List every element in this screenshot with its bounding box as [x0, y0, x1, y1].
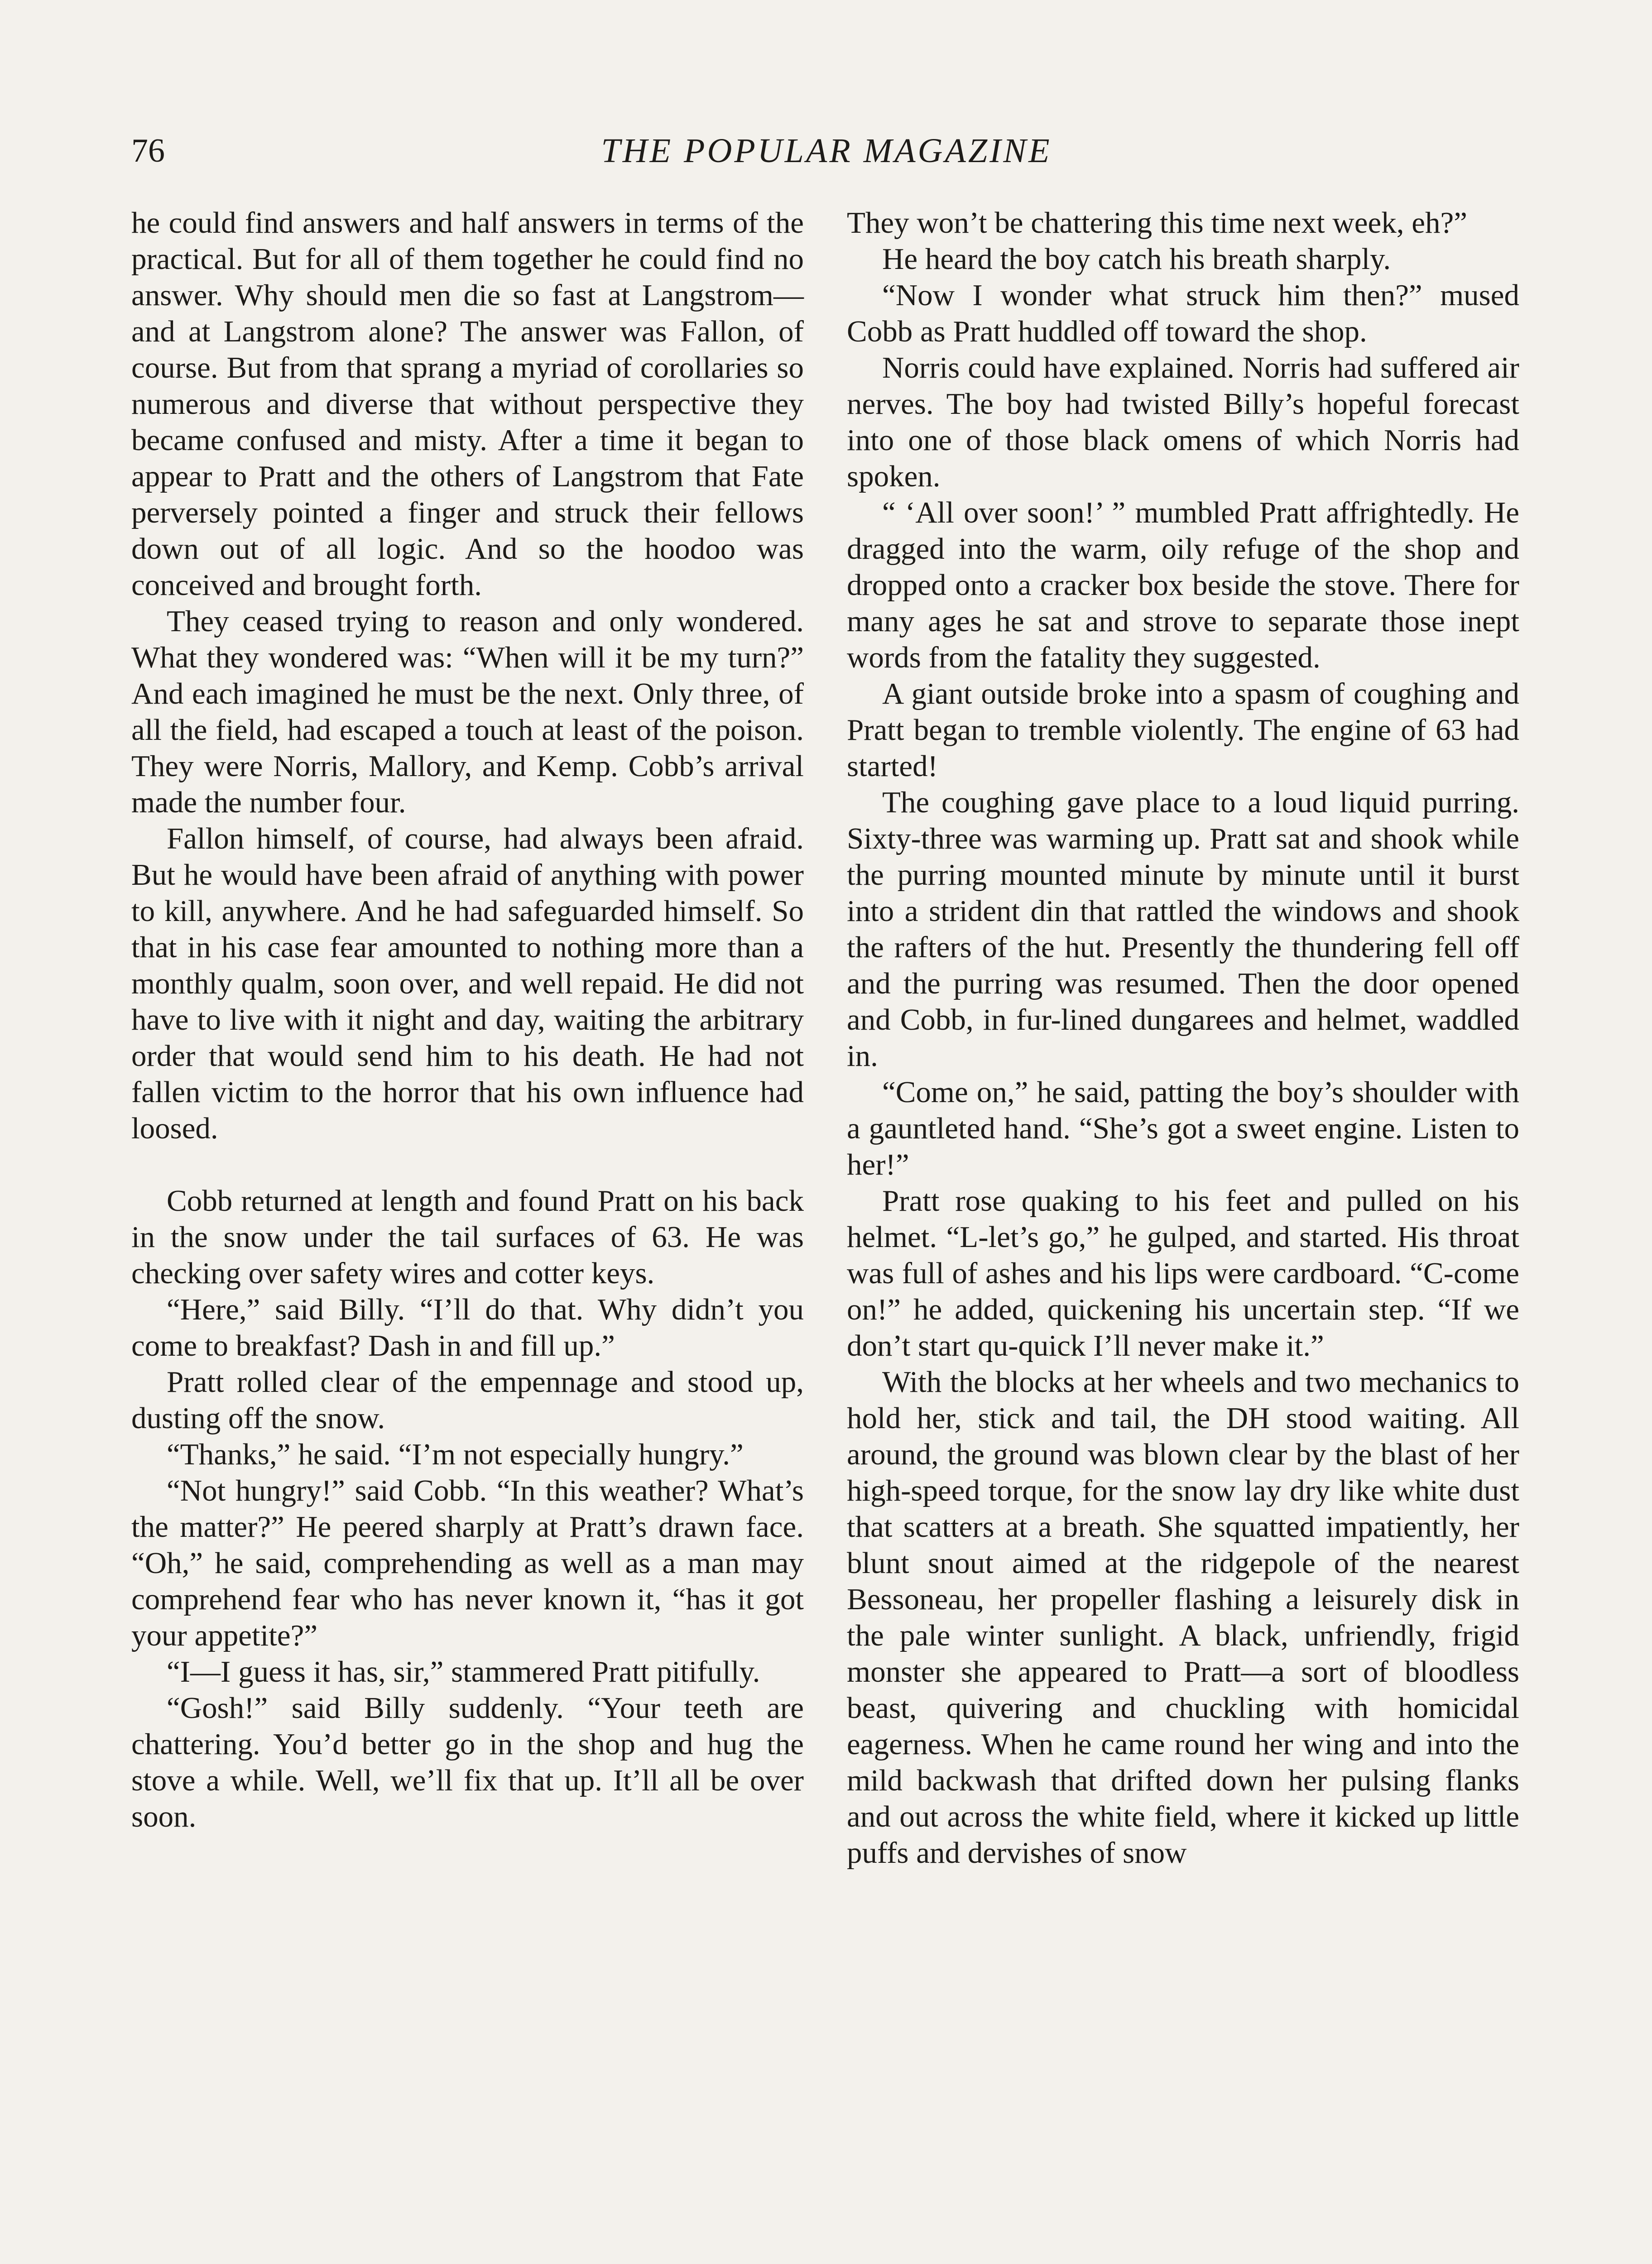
- left-column: [131, 205, 804, 1835]
- paragraph: “Now I wonder what struck him then?” mused Cobb as Pratt huddled off toward the shop.: [847, 278, 1519, 348]
- paragraph: Pratt rose quaking to his feet and pulled on his helmet. “L-let’s go,” he gulped, and started. His throat was full of ashes and his lips were cardboard. “C-come on!” he added, quickening his uncertain step. “If we don’t start qu-quick I’ll never make it.”: [847, 1184, 1519, 1362]
- right-column: [847, 205, 1519, 1871]
- paragraph: Cobb returned at length and found Pratt on his back in the snow under the tail surfaces of 63. He was checking over safety wires and cotter keys.: [131, 1184, 804, 1290]
- paragraph: “Thanks,” he said. “I’m not especially hungry.”: [167, 1438, 744, 1471]
- paragraph: He heard the boy catch his breath sharply.: [882, 242, 1391, 276]
- paragraph: Pratt rolled clear of the empennage and stood up, dusting off the snow.: [131, 1365, 804, 1435]
- page-header: [131, 126, 1522, 180]
- paragraph: They ceased trying to reason and only wondered. What they wondered was: “When will it be my turn?” And each imagined he must be the next. Only three, of all the field, had escaped a touch at least of the poison. They were Norris, Mallory, and Kemp. Cobb’s arrival made the number four.: [131, 604, 804, 819]
- paragraph: Norris could have explained. Norris had suffered air nerves. The boy had twisted Billy’s hopeful forecast into one of those black omens of which Norris had spoken.: [847, 351, 1519, 493]
- paragraph: A giant outside broke into a spasm of coughing and Pratt began to tremble violently. The engine of 63 had started!: [847, 677, 1519, 783]
- paragraph: The coughing gave place to a loud liquid purring. Sixty-three was warming up. Pratt sat and shook while the purring mounted minute by minute until it burst into a strident din that rattled the windows and shook the rafters of the hut. Presently the thundering fell off and the purring was resumed. Then the door opened and Cobb, in fur-lined dungarees and helmet, waddled in.: [847, 786, 1519, 1073]
- paragraph: “I—I guess it has, sir,” stammered Pratt pitifully.: [167, 1655, 760, 1688]
- paragraph: “Here,” said Billy. “I’ll do that. Why didn’t you come to breakfast? Dash in and fill up.”: [131, 1293, 804, 1362]
- page-number: 76: [131, 132, 165, 169]
- paragraph: With the blocks at her wheels and two mechanics to hold her, stick and tail, the DH stood waiting. All around, the ground was blown clear by the blast of her high-speed torque, for the snow lay dry like white dust that scatters at a breath. She squatted impatiently, her blunt snout aimed at the ridgepole of the nearest Bessoneau, her propeller flashing a leisurely disk in the pale winter sunlight. A black, unfriendly, frigid monster she appeared to Pratt—a sort of bloodless beast, quivering and chuckling with homicidal eagerness. When he came round her wing and into the mild backwash that drifted down her pulsing flanks and out across the white field, where it kicked up little puffs and dervishes of snow: [847, 1365, 1519, 1870]
- paragraph: “Not hungry!” said Cobb. “In this weather? What’s the matter?” He peered sharply at Pratt’s drawn face. “Oh,” he said, comprehending as well as a man may comprehend fear who has never known it, “has it got your appetite?”: [131, 1474, 804, 1652]
- paragraph: he could find answers and half answers in terms of the practical. But for all of them together he could find no answer. Why should men die so fast at Langstrom—and at Langstrom alone? The answer was Fallon, of course. But from that sprang a myriad of corollaries so numerous and diverse that without perspective they became confused and misty. After a time it began to appear to Pratt and the others of Langstrom that Fate perversely pointed a finger and struck their fellows down out of all logic. And so the hoodoo was conceived and brought forth.: [131, 206, 804, 602]
- paragraph: “ ‘All over soon!’ ” mumbled Pratt affrightedly. He dragged into the warm, oily refuge of the shop and dropped onto a cracker box beside the stove. There for many ages he sat and strove to separate those inept words from the fatality they suggested.: [847, 496, 1519, 674]
- paragraph: Fallon himself, of course, had always been afraid. But he would have been afraid of anything with power to kill, anywhere. And he had safeguarded himself. So that in his case fear amounted to nothing more than a monthly qualm, soon over, and well repaid. He did not have to live with it night and day, waiting the arbitrary order that would send him to his death. He had not fallen victim to the horror that his own influence had loosed.: [131, 822, 804, 1145]
- paragraph: They won’t be chattering this time next week, eh?”: [847, 206, 1467, 240]
- paragraph: “Gosh!” said Billy suddenly. “Your teeth are chattering. You’d better go in the shop and hug the stove a while. Well, we’ll fix that up. It’ll all be over soon.: [131, 1691, 804, 1833]
- running-title: THE POPULAR MAGAZINE: [601, 132, 1052, 170]
- paragraph: “Come on,” he said, patting the boy’s shoulder with a gauntleted hand. “She’s got a sweet engine. Listen to her!”: [847, 1075, 1519, 1181]
